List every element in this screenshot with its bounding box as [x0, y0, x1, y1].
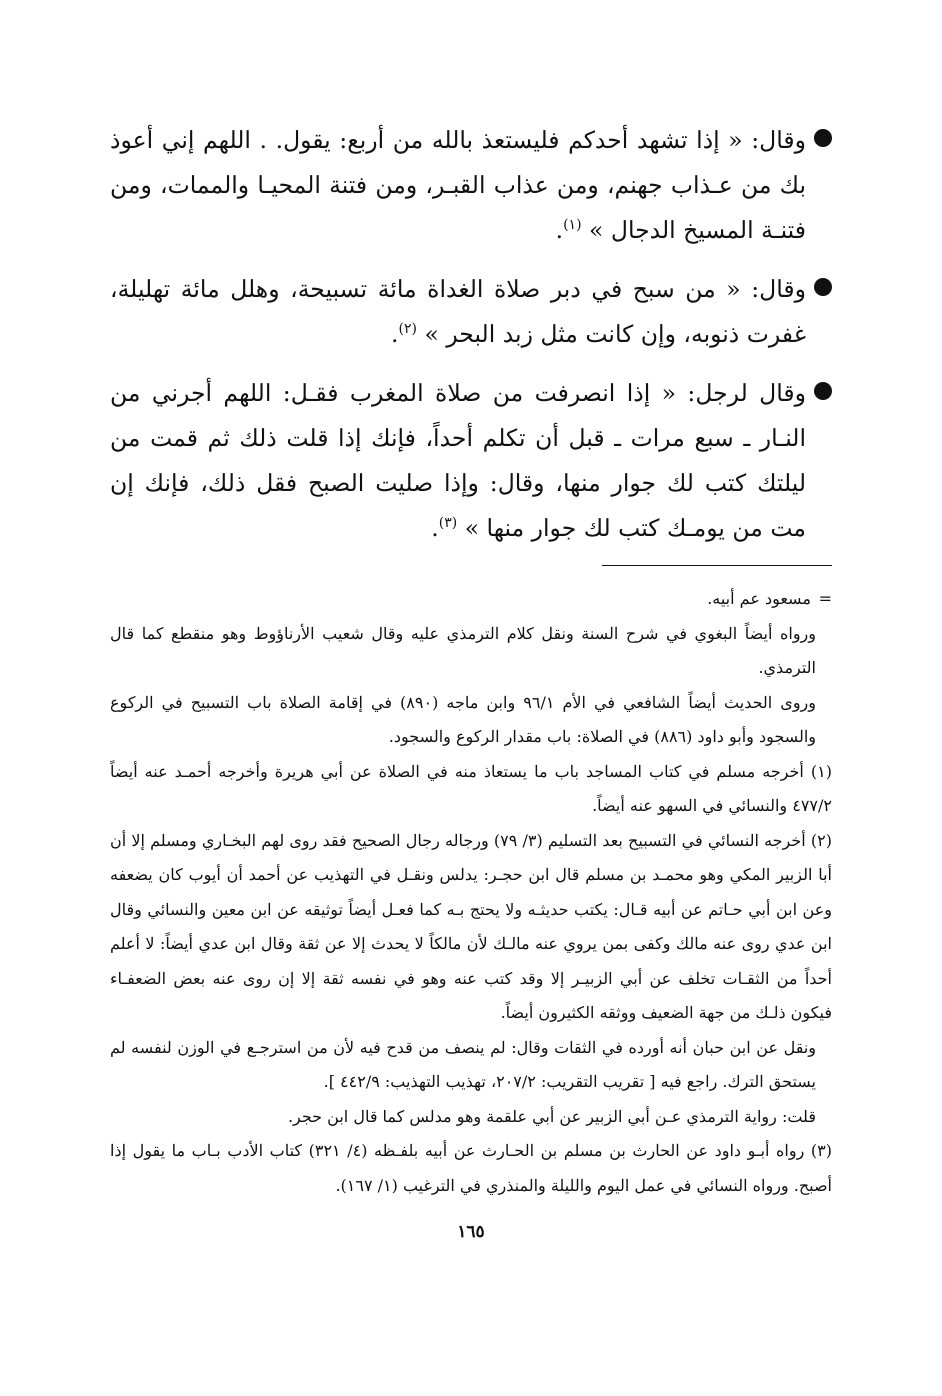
footnote-text: أخرجه النسائي في التسبيح بعد التسليم (٣/ ٧٩) ورجاله رجال الصحيح فقد روى لهم البخـاري ومسلم إلا أن أبا الزبير المكي وهو محمـد بن مسلم قال ابن حجـر: يدلس ونقـل في التهذيب عن أحمد أن أيوب كان يضعفه وعن ابن أبي حـاتم عن أبيه قـال: يكتب حديثـه ولا يحتج بـه كما فعـل أيضاً توثيقه عن ابن معين والنسائي وقال ابن عدي روى عنه مالك وكفى بمن يروي عنه مالـك لأن مالكاً لا يحدث إلا عن ثقة وقال ابن عدي أيضاً: لا أعلم أحداً من الثقـات تخلف عن أبي الزبيـر إلا وقد كتب عنه وهو في نفسه ثقة إلا إن روى عنه بعض الضعفـاء فيكون ذلـك من جهة الضعيف ووثقه الكثيرون أيضاً. [110, 830, 832, 1022]
footnote-continuation [110, 617, 832, 686]
bullet-icon [814, 382, 832, 400]
footnote-continuation [110, 686, 832, 755]
hadith-text: وقال: « إذا تشهد أحدكم فليستعذ بالله من أربع: يقول. . اللهم إني أعوذ بك من عـذاب جهنم، ومن عذاب القبـر، ومن فتنة المحيـا والممات، ومن فتنـة المسيخ الدجال » [110, 126, 806, 244]
footnote-continuation [110, 1100, 832, 1135]
footnote-number: (٢) [810, 830, 832, 850]
footnote-2 [110, 824, 832, 1031]
page-body [110, 118, 832, 1203]
footnote-ref[interactable]: (١) [563, 217, 582, 234]
footnote-ref[interactable]: (٣) [438, 515, 458, 532]
sentence-end: . [431, 514, 439, 542]
footnote-text: مسعود عم أبيه. [707, 589, 811, 608]
footnote-text: ورواه أيضاً البغوي في شرح السنة ونقل كلام الترمذي عليه وقال شعيب الأرناؤوط وهو منقطع كما قال الترمذي. [110, 623, 816, 677]
footnote-3 [110, 1134, 832, 1203]
footnote-continuation [110, 582, 832, 617]
footnote-number: (٣) [810, 1141, 833, 1160]
hadith-paragraph-3 [110, 371, 832, 551]
footnote-continuation [110, 1031, 832, 1100]
hadith-text: وقال: « من سبح في دبر صلاة الغداة مائة تسبيحة، وهلل مائة تهليلة، غفرت ذنوبه، وإن كانت مثل زبد البحر » [110, 275, 806, 348]
sentence-end: . [391, 320, 399, 348]
bullet-icon [814, 129, 832, 147]
footnote-text: ونقل عن ابن حبان أنه أورده في الثقات وقال: لم ينصف من قدح فيه لأن من استرجـع في الوزن لنفسه لم يستحق الترك. راجع فيه [ تقريب التقريب: ٢٠٧/٢، تهذيب التهذيب: ٤٤٢/٩ ]. [110, 1037, 817, 1091]
continuation-marker: = [818, 589, 832, 608]
hadith-text: وقال لرجل: « إذا انصرفت من صلاة المغرب فقـل: اللهم أجرني من النـار ـ سبع مرات ـ قبل أن تكلم أحداً، فإنك إذا قلت ذلك ثم قمت من ليلتك كتب لك جوار منها، وقال: وإذا صليت الصبح فقل ذلك، فإنك إن مت من يومـك كتب لك جوار منها » [110, 379, 806, 542]
hadith-paragraph-2 [110, 267, 832, 357]
footnote-text: أخرجه مسلم في كتاب المساجد باب ما يستعاذ منه في الصلاة عن أبي هريرة وأخرجه أحمـد عنه أيضاً ٤٧٧/٢ والنسائي في السهو عنه أيضاً. [110, 761, 832, 815]
footnote-text: رواه أبـو داود عن الحارث بن مسلم بن الحـارث عن أبيه بلفـظه (٤/ ٣٢١) كتاب الأدب بـاب ما يقول إذا أصبح. ورواه النسائي في عمل اليوم والليلة والمنذري في الترغيب (١/ ١٦٧). [110, 1141, 832, 1195]
footnote-number: (١) [810, 761, 832, 781]
footnote-text: قلت: رواية الترمذي عـن أبي الزبير عن أبي علقمة وهو مدلس كما قال ابن حجر. [287, 1106, 816, 1126]
footnote-1 [110, 755, 832, 824]
hadith-paragraph-1 [110, 118, 832, 253]
bullet-icon [814, 278, 832, 296]
sentence-end: . [555, 216, 564, 244]
footnote-divider [602, 565, 832, 566]
footnote-text: وروى الحديث أيضاً الشافعي في الأم ٩٦/١ وابن ماجه (٨٩٠) في إقامة الصلاة باب التسبيح في الركوع والسجود وأبو داود (٨٨٦) في الصلاة: باب مقدار الركوع والسجود. [110, 692, 817, 746]
page-number: ١٦٥ [457, 1222, 485, 1242]
footnote-ref[interactable]: (٢) [398, 321, 417, 338]
footnotes [110, 582, 832, 1203]
